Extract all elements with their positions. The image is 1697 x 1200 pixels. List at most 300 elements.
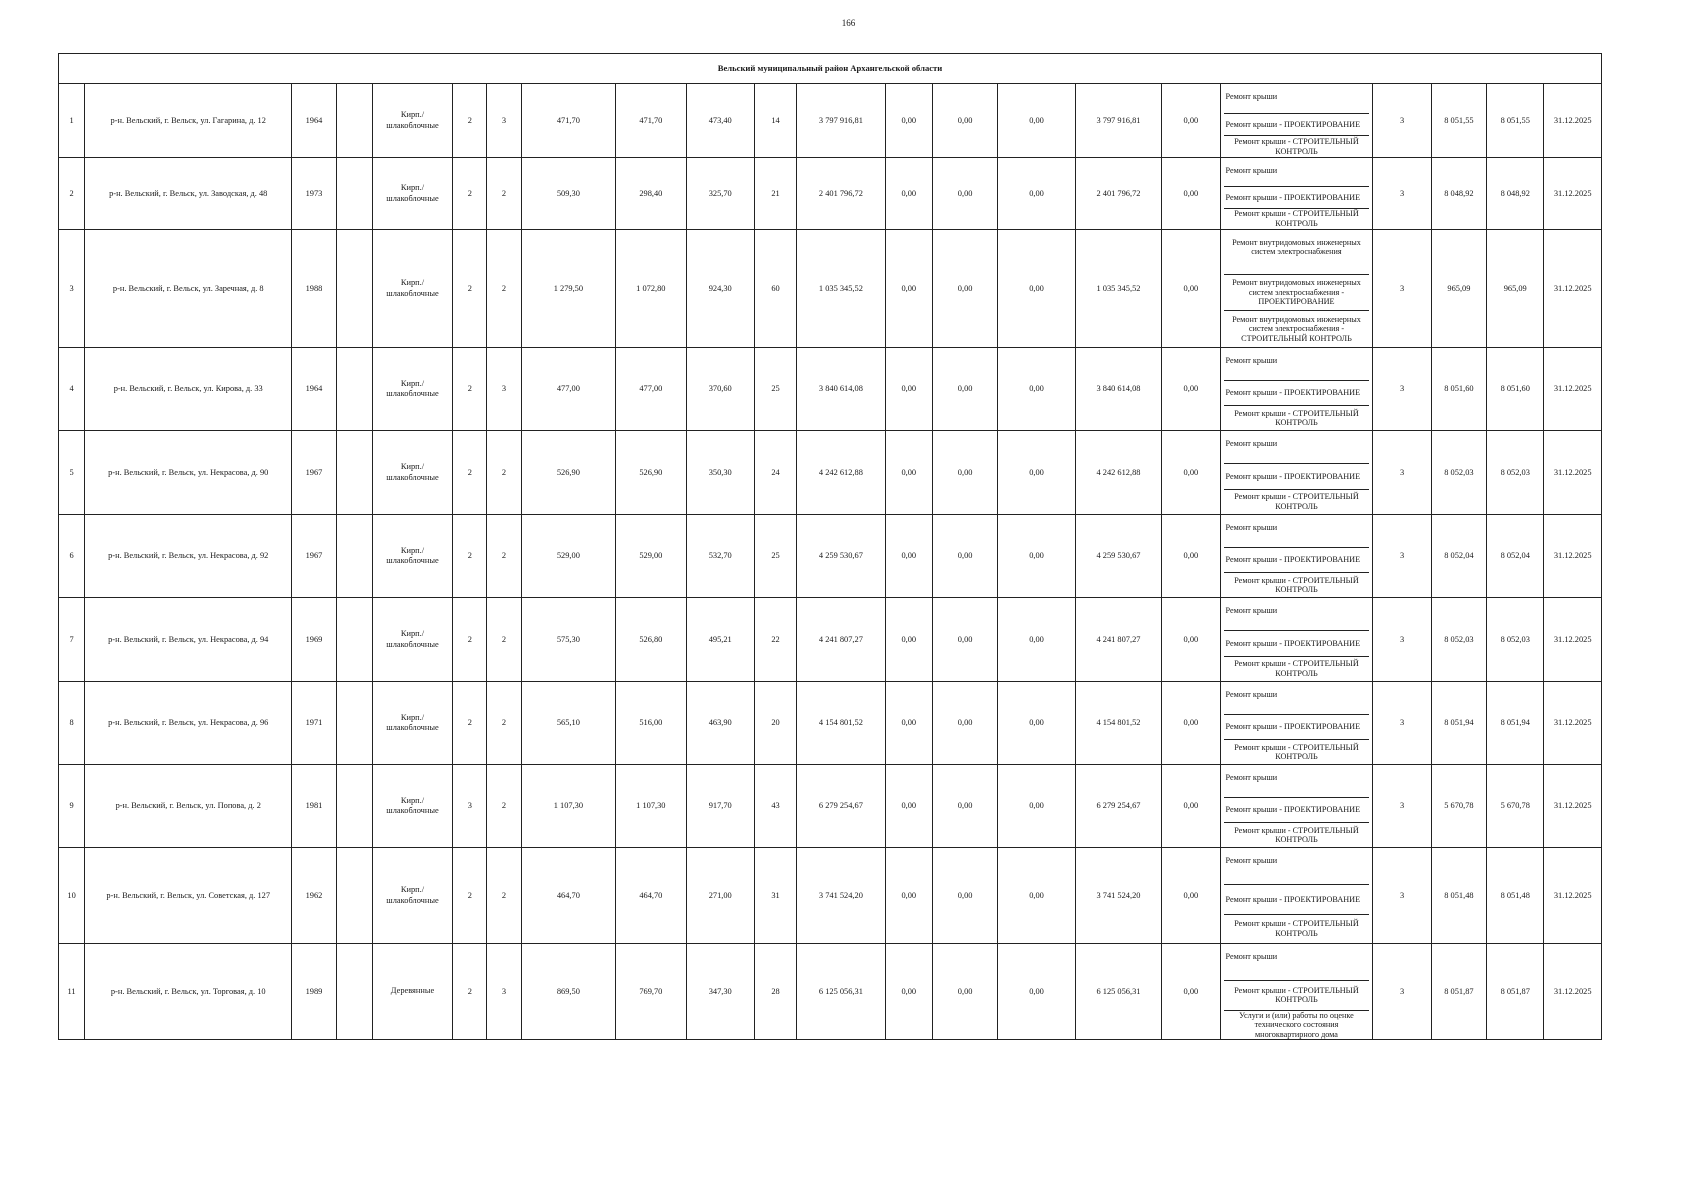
residents-cell: 14 <box>754 84 796 158</box>
floors-cell: 2 <box>453 944 487 1040</box>
wall-material-line: шлакоблочные <box>386 193 439 203</box>
works-cell <box>1220 84 1373 158</box>
area-living-cell: 526,90 <box>616 431 686 515</box>
year-commissioned-cell <box>336 848 372 944</box>
deadline-cell: 31.12.2025 <box>1544 158 1602 230</box>
residents-cell: 24 <box>754 431 796 515</box>
fund-municipal-cell: 0,00 <box>998 848 1075 944</box>
unit-limit-cell: 965,09 <box>1487 230 1544 348</box>
table-row <box>59 230 1602 348</box>
class-cell: 3 <box>1373 158 1431 230</box>
works-list <box>1224 348 1370 430</box>
year-commissioned-cell <box>336 84 372 158</box>
wall-material-cell <box>372 944 452 1040</box>
year-built-cell: 1971 <box>292 682 336 765</box>
cost-total-cell: 3 797 916,81 <box>797 84 886 158</box>
works-list <box>1224 682 1370 764</box>
fund-owners-cell: 6 279 254,67 <box>1075 765 1161 848</box>
wall-material-line: шлакоблочные <box>386 639 439 649</box>
fund-owners-cell: 6 125 056,31 <box>1075 944 1161 1040</box>
works-list <box>1224 431 1370 514</box>
deadline-cell: 31.12.2025 <box>1544 765 1602 848</box>
work-item: Ремонт внутридомовых инженерных систем электроснабжения - СТРОИТЕЛЬНЫЙ КОНТРОЛЬ <box>1232 315 1361 343</box>
section-title: Вельский муниципальный район Архангельской области <box>59 54 1602 84</box>
entrances-cell: 2 <box>487 848 521 944</box>
work-item: Ремонт крыши - СТРОИТЕЛЬНЫЙ КОНТРОЛЬ <box>1234 137 1359 156</box>
cost-total-cell: 3 741 524,20 <box>797 848 886 944</box>
page-number: 166 <box>841 18 856 28</box>
fund-municipal-cell: 0,00 <box>998 515 1075 598</box>
area-total-cell: 477,00 <box>521 348 616 431</box>
work-item: Ремонт крыши <box>1224 682 1370 715</box>
work-item: Ремонт крыши - ПРОЕКТИРОВАНИЕ <box>1224 381 1370 406</box>
entrances-cell: 3 <box>487 348 521 431</box>
work-item: Ремонт крыши <box>1224 431 1370 464</box>
residents-cell: 31 <box>754 848 796 944</box>
fund-regional-cell: 0,00 <box>932 158 997 230</box>
fund-other-cell: 0,00 <box>1162 431 1220 515</box>
fund-regional-cell: 0,00 <box>932 515 997 598</box>
address-cell: р-н. Вельский, г. Вельск, ул. Заречная, д. 8 <box>85 230 292 348</box>
year-commissioned-cell <box>336 348 372 431</box>
address-cell: р-н. Вельский, г. Вельск, ул. Заводская, д. 48 <box>85 158 292 230</box>
residents-cell: 60 <box>754 230 796 348</box>
residents-cell: 22 <box>754 598 796 682</box>
work-item: Ремонт крыши - ПРОЕКТИРОВАНИЕ <box>1224 187 1370 208</box>
address-cell: р-н. Вельский, г. Вельск, ул. Некрасова, д. 96 <box>85 682 292 765</box>
works-list <box>1224 158 1370 229</box>
year-built-cell: 1973 <box>292 158 336 230</box>
work-item: Ремонт крыши - СТРОИТЕЛЬНЫЙ КОНТРОЛЬ <box>1234 919 1359 938</box>
fund-municipal-cell: 0,00 <box>998 84 1075 158</box>
year-built-cell: 1969 <box>292 598 336 682</box>
class-cell: 3 <box>1373 848 1431 944</box>
year-commissioned-cell <box>336 598 372 682</box>
wall-material-line: Кирп./ <box>400 462 425 472</box>
work-item: Ремонт крыши - СТРОИТЕЛЬНЫЙ КОНТРОЛЬ <box>1234 209 1359 228</box>
floors-cell: 2 <box>453 230 487 348</box>
row-number: 5 <box>59 431 85 515</box>
area-total-cell: 565,10 <box>521 682 616 765</box>
deadline-cell: 31.12.2025 <box>1544 348 1602 431</box>
deadline-cell: 31.12.2025 <box>1544 848 1602 944</box>
unit-cost-cell: 8 051,87 <box>1431 944 1486 1040</box>
area-living-cell: 477,00 <box>616 348 686 431</box>
unit-cost-cell: 8 052,04 <box>1431 515 1486 598</box>
cost-total-cell: 4 154 801,52 <box>797 682 886 765</box>
area-common-cell: 924,30 <box>686 230 754 348</box>
entrances-cell: 2 <box>487 598 521 682</box>
area-common-cell: 325,70 <box>686 158 754 230</box>
work-item: Ремонт крыши <box>1224 765 1370 798</box>
cost-total-cell: 4 242 612,88 <box>797 431 886 515</box>
floors-cell: 2 <box>453 515 487 598</box>
row-number: 10 <box>59 848 85 944</box>
fund-federal-cell: 0,00 <box>885 682 932 765</box>
address-cell: р-н. Вельский, г. Вельск, ул. Некрасова, д. 92 <box>85 515 292 598</box>
fund-other-cell: 0,00 <box>1162 598 1220 682</box>
wall-material-line: Кирп./ <box>400 795 425 805</box>
work-item: Ремонт крыши - ПРОЕКТИРОВАНИЕ <box>1224 464 1370 489</box>
unit-limit-cell: 8 052,04 <box>1487 515 1544 598</box>
unit-limit-cell: 8 051,55 <box>1487 84 1544 158</box>
wall-material-line: Кирп./ <box>400 545 425 555</box>
area-total-cell: 471,70 <box>521 84 616 158</box>
area-common-cell: 495,21 <box>686 598 754 682</box>
fund-other-cell: 0,00 <box>1162 348 1220 431</box>
area-total-cell: 869,50 <box>521 944 616 1040</box>
entrances-cell: 3 <box>487 944 521 1040</box>
area-common-cell: 347,30 <box>686 944 754 1040</box>
fund-regional-cell: 0,00 <box>932 682 997 765</box>
unit-cost-cell: 8 051,55 <box>1431 84 1486 158</box>
unit-cost-cell: 8 051,94 <box>1431 682 1486 765</box>
fund-owners-cell: 4 241 807,27 <box>1075 598 1161 682</box>
class-cell: 3 <box>1373 765 1431 848</box>
table-row <box>59 682 1602 765</box>
fund-regional-cell: 0,00 <box>932 84 997 158</box>
floors-cell: 2 <box>453 348 487 431</box>
row-number: 7 <box>59 598 85 682</box>
cost-total-cell: 4 259 530,67 <box>797 515 886 598</box>
class-cell: 3 <box>1373 598 1431 682</box>
area-common-cell: 350,30 <box>686 431 754 515</box>
fund-owners-cell: 3 741 524,20 <box>1075 848 1161 944</box>
unit-cost-cell: 965,09 <box>1431 230 1486 348</box>
wall-material-line: шлакоблочные <box>386 723 439 732</box>
year-commissioned-cell <box>336 230 372 348</box>
table-row <box>59 348 1602 431</box>
fund-regional-cell: 0,00 <box>932 431 997 515</box>
work-item: Ремонт внутридомовых инженерных систем электроснабжения - ПРОЕКТИРОВАНИЕ <box>1224 275 1370 312</box>
unit-limit-cell: 8 051,87 <box>1487 944 1544 1040</box>
works-cell <box>1220 944 1373 1040</box>
address-cell: р-н. Вельский, г. Вельск, ул. Некрасова, д. 90 <box>85 431 292 515</box>
fund-regional-cell: 0,00 <box>932 848 997 944</box>
row-number: 8 <box>59 682 85 765</box>
year-built-cell: 1988 <box>292 230 336 348</box>
fund-federal-cell: 0,00 <box>885 765 932 848</box>
row-number: 3 <box>59 230 85 348</box>
works-cell <box>1220 515 1373 598</box>
year-commissioned-cell <box>336 944 372 1040</box>
works-cell <box>1220 765 1373 848</box>
year-built-cell: 1981 <box>292 765 336 848</box>
fund-owners-cell: 2 401 796,72 <box>1075 158 1161 230</box>
class-cell: 3 <box>1373 944 1431 1040</box>
unit-limit-cell: 8 051,60 <box>1487 348 1544 431</box>
fund-federal-cell: 0,00 <box>885 84 932 158</box>
fund-municipal-cell: 0,00 <box>998 158 1075 230</box>
fund-regional-cell: 0,00 <box>932 348 997 431</box>
area-living-cell: 529,00 <box>616 515 686 598</box>
unit-cost-cell: 8 052,03 <box>1431 431 1486 515</box>
fund-federal-cell: 0,00 <box>885 431 932 515</box>
fund-municipal-cell: 0,00 <box>998 765 1075 848</box>
unit-limit-cell: 8 051,48 <box>1487 848 1544 944</box>
row-number: 9 <box>59 765 85 848</box>
area-total-cell: 1 279,50 <box>521 230 616 348</box>
fund-federal-cell: 0,00 <box>885 848 932 944</box>
fund-municipal-cell: 0,00 <box>998 598 1075 682</box>
residents-cell: 43 <box>754 765 796 848</box>
area-total-cell: 575,30 <box>521 598 616 682</box>
row-number: 4 <box>59 348 85 431</box>
fund-federal-cell: 0,00 <box>885 158 932 230</box>
section-header-row <box>59 54 1602 84</box>
fund-federal-cell: 0,00 <box>885 944 932 1040</box>
wall-material-line: шлакоблочные <box>386 895 439 905</box>
wall-material-cell <box>372 515 452 598</box>
work-item: Ремонт крыши - ПРОЕКТИРОВАНИЕ <box>1224 114 1370 136</box>
residents-cell: 25 <box>754 348 796 431</box>
residents-cell: 25 <box>754 515 796 598</box>
fund-other-cell: 0,00 <box>1162 944 1220 1040</box>
unit-cost-cell: 8 048,92 <box>1431 158 1486 230</box>
area-total-cell: 529,00 <box>521 515 616 598</box>
area-living-cell: 298,40 <box>616 158 686 230</box>
residents-cell: 20 <box>754 682 796 765</box>
wall-material-line: шлакоблочные <box>386 556 439 565</box>
fund-federal-cell: 0,00 <box>885 230 932 348</box>
wall-material-cell <box>372 84 452 158</box>
fund-federal-cell: 0,00 <box>885 515 932 598</box>
class-cell: 3 <box>1373 682 1431 765</box>
table-row <box>59 84 1602 158</box>
entrances-cell: 3 <box>487 84 521 158</box>
address-cell: р-н. Вельский, г. Вельск, ул. Кирова, д. 33 <box>85 348 292 431</box>
floors-cell: 2 <box>453 158 487 230</box>
fund-municipal-cell: 0,00 <box>998 944 1075 1040</box>
area-total-cell: 509,30 <box>521 158 616 230</box>
unit-limit-cell: 8 048,92 <box>1487 158 1544 230</box>
entrances-cell: 2 <box>487 431 521 515</box>
address-cell: р-н. Вельский, г. Вельск, ул. Некрасова, д. 94 <box>85 598 292 682</box>
deadline-cell: 31.12.2025 <box>1544 944 1602 1040</box>
area-common-cell: 463,90 <box>686 682 754 765</box>
class-cell: 3 <box>1373 230 1431 348</box>
unit-limit-cell: 8 052,03 <box>1487 598 1544 682</box>
wall-material-line: шлакоблочные <box>386 120 439 130</box>
wall-material-line: шлакоблочные <box>386 389 439 398</box>
fund-owners-cell: 1 035 345,52 <box>1075 230 1161 348</box>
fund-regional-cell: 0,00 <box>932 598 997 682</box>
fund-municipal-cell: 0,00 <box>998 230 1075 348</box>
fund-municipal-cell: 0,00 <box>998 348 1075 431</box>
area-living-cell: 1 107,30 <box>616 765 686 848</box>
area-living-cell: 471,70 <box>616 84 686 158</box>
address-cell: р-н. Вельский, г. Вельск, ул. Советская, д. 127 <box>85 848 292 944</box>
table-row <box>59 848 1602 944</box>
deadline-cell: 31.12.2025 <box>1544 515 1602 598</box>
year-built-cell: 1964 <box>292 348 336 431</box>
fund-municipal-cell: 0,00 <box>998 682 1075 765</box>
work-item: Ремонт крыши - СТРОИТЕЛЬНЫЙ КОНТРОЛЬ <box>1234 742 1359 761</box>
fund-other-cell: 0,00 <box>1162 765 1220 848</box>
floors-cell: 2 <box>453 682 487 765</box>
cost-total-cell: 4 241 807,27 <box>797 598 886 682</box>
deadline-cell: 31.12.2025 <box>1544 682 1602 765</box>
address-cell: р-н. Вельский, г. Вельск, ул. Попова, д. 2 <box>85 765 292 848</box>
fund-regional-cell: 0,00 <box>932 230 997 348</box>
work-item: Ремонт внутридомовых инженерных систем электроснабжения <box>1224 230 1370 275</box>
wall-material-line: шлакоблочные <box>386 288 439 298</box>
year-commissioned-cell <box>336 765 372 848</box>
fund-owners-cell: 3 840 614,08 <box>1075 348 1161 431</box>
table-row <box>59 598 1602 682</box>
year-commissioned-cell <box>336 682 372 765</box>
works-list <box>1224 598 1370 681</box>
deadline-cell: 31.12.2025 <box>1544 598 1602 682</box>
works-cell <box>1220 158 1373 230</box>
works-cell <box>1220 230 1373 348</box>
table-row <box>59 944 1602 1040</box>
wall-material-line: шлакоблочные <box>386 472 439 482</box>
class-cell: 3 <box>1373 84 1431 158</box>
works-list <box>1224 84 1370 157</box>
wall-material-cell <box>372 682 452 765</box>
floors-cell: 2 <box>453 431 487 515</box>
area-total-cell: 464,70 <box>521 848 616 944</box>
work-item: Ремонт крыши <box>1224 944 1370 981</box>
row-number: 2 <box>59 158 85 230</box>
fund-other-cell: 0,00 <box>1162 84 1220 158</box>
wall-material-line: Кирп./ <box>400 278 425 288</box>
fund-other-cell: 0,00 <box>1162 682 1220 765</box>
wall-material-line: Кирп./ <box>400 885 425 895</box>
table-row <box>59 158 1602 230</box>
work-item: Ремонт крыши <box>1224 348 1370 381</box>
area-total-cell: 526,90 <box>521 431 616 515</box>
wall-material-line: Кирп./ <box>400 183 425 193</box>
floors-cell: 2 <box>453 598 487 682</box>
area-total-cell: 1 107,30 <box>521 765 616 848</box>
area-common-cell: 271,00 <box>686 848 754 944</box>
unit-limit-cell: 5 670,78 <box>1487 765 1544 848</box>
deadline-cell: 31.12.2025 <box>1544 84 1602 158</box>
row-number: 1 <box>59 84 85 158</box>
floors-cell: 2 <box>453 848 487 944</box>
wall-material-line: Кирп./ <box>400 629 425 639</box>
year-built-cell: 1964 <box>292 84 336 158</box>
residents-cell: 21 <box>754 158 796 230</box>
fund-other-cell: 0,00 <box>1162 158 1220 230</box>
works-list <box>1224 944 1370 1039</box>
fund-regional-cell: 0,00 <box>932 765 997 848</box>
wall-material-cell <box>372 598 452 682</box>
work-item: Ремонт крыши <box>1224 598 1370 631</box>
cost-total-cell: 2 401 796,72 <box>797 158 886 230</box>
work-item: Услуги и (или) работы по оценке технического состояния многоквартирного дома <box>1239 1010 1354 1039</box>
year-commissioned-cell <box>336 158 372 230</box>
floors-cell: 2 <box>453 84 487 158</box>
deadline-cell: 31.12.2025 <box>1544 230 1602 348</box>
unit-cost-cell: 8 051,60 <box>1431 348 1486 431</box>
year-built-cell: 1989 <box>292 944 336 1040</box>
deadline-cell: 31.12.2025 <box>1544 431 1602 515</box>
year-commissioned-cell <box>336 431 372 515</box>
entrances-cell: 2 <box>487 682 521 765</box>
fund-owners-cell: 4 154 801,52 <box>1075 682 1161 765</box>
work-item: Ремонт крыши - ПРОЕКТИРОВАНИЕ <box>1224 798 1370 823</box>
residents-cell: 28 <box>754 944 796 1040</box>
wall-material-cell <box>372 431 452 515</box>
fund-other-cell: 0,00 <box>1162 515 1220 598</box>
works-cell <box>1220 348 1373 431</box>
work-item: Ремонт крыши - СТРОИТЕЛЬНЫЙ КОНТРОЛЬ <box>1234 659 1359 678</box>
unit-cost-cell: 5 670,78 <box>1431 765 1486 848</box>
floors-cell: 3 <box>453 765 487 848</box>
area-living-cell: 526,80 <box>616 598 686 682</box>
fund-other-cell: 0,00 <box>1162 230 1220 348</box>
year-built-cell: 1967 <box>292 431 336 515</box>
work-item: Ремонт крыши - ПРОЕКТИРОВАНИЕ <box>1224 631 1370 656</box>
works-list <box>1224 848 1370 943</box>
work-item: Ремонт крыши - ПРОЕКТИРОВАНИЕ <box>1224 548 1370 573</box>
table-row <box>59 765 1602 848</box>
fund-owners-cell: 4 242 612,88 <box>1075 431 1161 515</box>
housing-register-table <box>58 53 1602 1040</box>
area-common-cell: 473,40 <box>686 84 754 158</box>
works-cell <box>1220 598 1373 682</box>
unit-limit-cell: 8 052,03 <box>1487 431 1544 515</box>
unit-cost-cell: 8 052,03 <box>1431 598 1486 682</box>
area-living-cell: 1 072,80 <box>616 230 686 348</box>
works-cell <box>1220 848 1373 944</box>
works-list <box>1224 230 1370 347</box>
area-living-cell: 769,70 <box>616 944 686 1040</box>
work-item: Ремонт крыши <box>1224 158 1370 187</box>
cost-total-cell: 6 125 056,31 <box>797 944 886 1040</box>
class-cell: 3 <box>1373 515 1431 598</box>
work-item: Ремонт крыши - СТРОИТЕЛЬНЫЙ КОНТРОЛЬ <box>1234 408 1359 427</box>
wall-material-cell <box>372 230 452 348</box>
work-item: Ремонт крыши - СТРОИТЕЛЬНЫЙ КОНТРОЛЬ <box>1224 981 1370 1010</box>
fund-municipal-cell: 0,00 <box>998 431 1075 515</box>
address-cell: р-н. Вельский, г. Вельск, ул. Гагарина, д. 12 <box>85 84 292 158</box>
area-living-cell: 464,70 <box>616 848 686 944</box>
class-cell: 3 <box>1373 431 1431 515</box>
works-cell <box>1220 431 1373 515</box>
table-row <box>59 431 1602 515</box>
year-built-cell: 1962 <box>292 848 336 944</box>
table-row <box>59 515 1602 598</box>
fund-other-cell: 0,00 <box>1162 848 1220 944</box>
wall-material-line: Кирп./ <box>400 378 425 388</box>
work-item: Ремонт крыши - ПРОЕКТИРОВАНИЕ <box>1224 715 1370 740</box>
wall-material-cell <box>372 158 452 230</box>
wall-material-line: шлакоблочные <box>386 806 439 815</box>
wall-material-cell <box>372 848 452 944</box>
work-item: Ремонт крыши <box>1224 84 1370 114</box>
works-cell <box>1220 682 1373 765</box>
unit-cost-cell: 8 051,48 <box>1431 848 1486 944</box>
area-common-cell: 370,60 <box>686 348 754 431</box>
fund-owners-cell: 3 797 916,81 <box>1075 84 1161 158</box>
work-item: Ремонт крыши - СТРОИТЕЛЬНЫЙ КОНТРОЛЬ <box>1234 575 1359 594</box>
address-cell: р-н. Вельский, г. Вельск, ул. Торговая, д. 10 <box>85 944 292 1040</box>
row-number: 11 <box>59 944 85 1040</box>
fund-regional-cell: 0,00 <box>932 944 997 1040</box>
wall-material-cell <box>372 348 452 431</box>
row-number: 6 <box>59 515 85 598</box>
entrances-cell: 2 <box>487 765 521 848</box>
area-living-cell: 516,00 <box>616 682 686 765</box>
work-item: Ремонт крыши - ПРОЕКТИРОВАНИЕ <box>1224 885 1370 914</box>
work-item: Ремонт крыши - СТРОИТЕЛЬНЫЙ КОНТРОЛЬ <box>1234 825 1359 844</box>
entrances-cell: 2 <box>487 230 521 348</box>
class-cell: 3 <box>1373 348 1431 431</box>
